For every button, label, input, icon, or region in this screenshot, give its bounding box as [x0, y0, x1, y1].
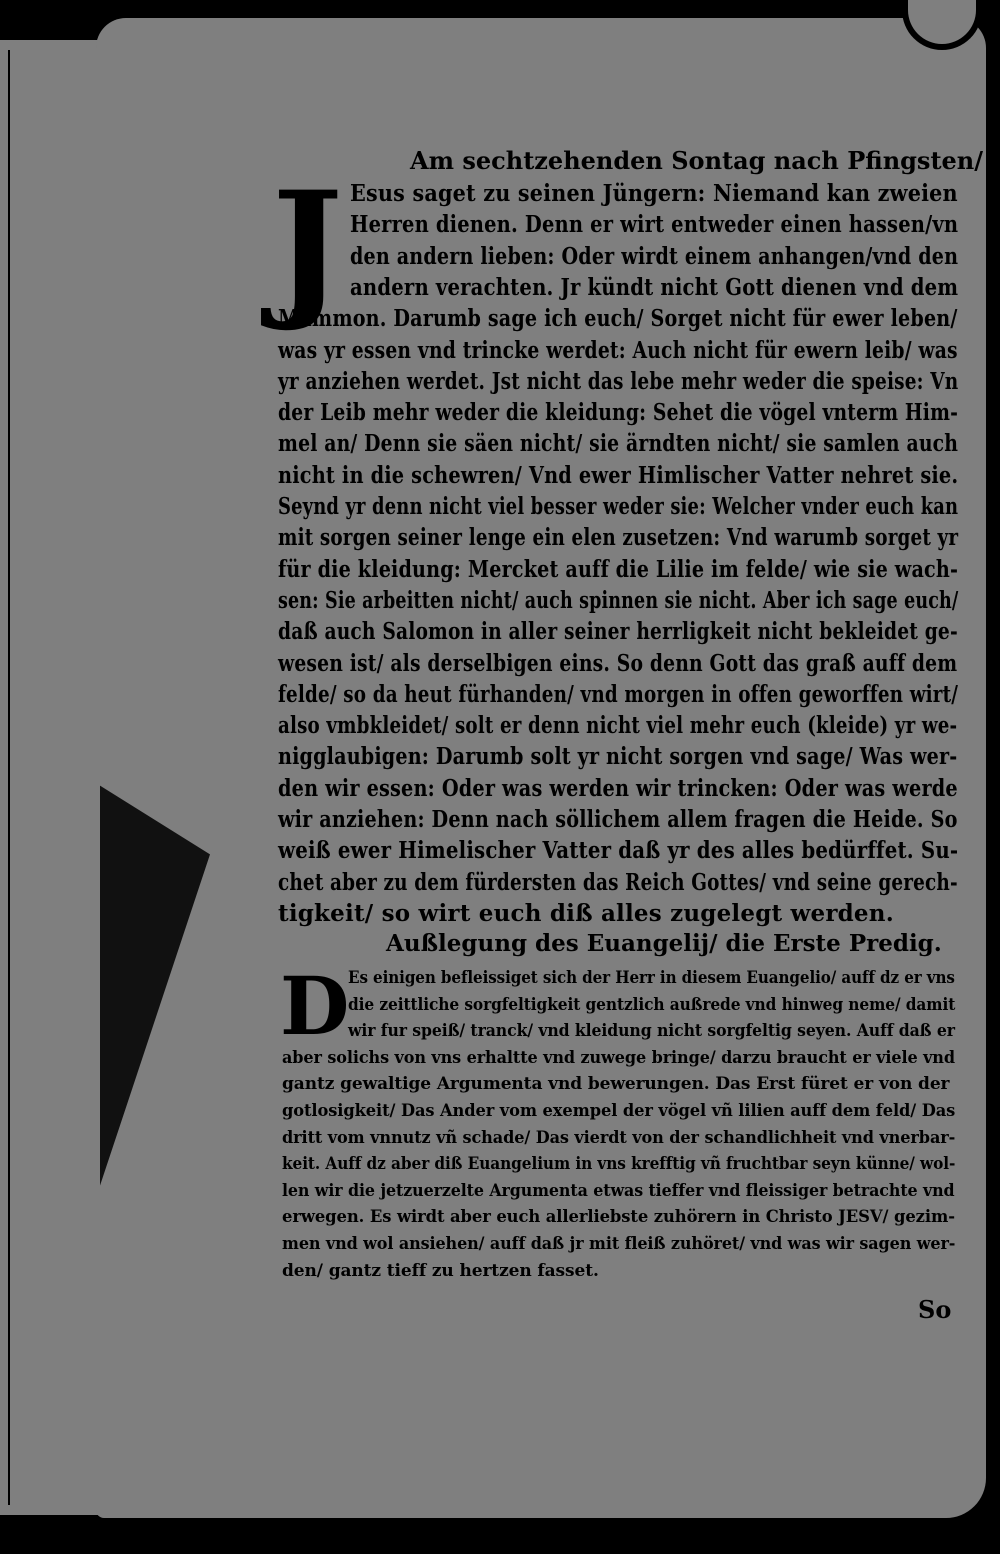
sermon-line: wir fur speiß/ tranck/ vnd kleidung nicht sorgfeltig seyen. Auff daß er	[348, 1021, 955, 1042]
sermon-line: dritt vom vnnutz vñ schade/ Das vierdt von der schandlichheit vnd vnerbar-	[282, 1127, 956, 1148]
sermon-initial: D	[280, 959, 350, 1053]
gospel-line: daß auch Salomon in aller seiner herrligkeit nicht bekleidet ge-	[278, 618, 958, 646]
gospel-line: den andern lieben: Oder wirdt einem anhangen/vnd den	[350, 242, 959, 270]
gospel-line: Mammon. Darumb sage ich euch/ Sorget nicht für ewer leben/	[278, 305, 958, 333]
gospel-line: chet aber zu dem fürdersten das Reich Gottes/ vnd seine gerech-	[278, 868, 958, 896]
gospel-line: felde/ so da heut fürhanden/ vnd morgen in offen geworffen wirt/	[278, 680, 959, 708]
ink-smear	[100, 734, 210, 1185]
decorated-initial: J	[272, 159, 343, 335]
gospel-line: mit sorgen seiner lenge ein elen zusetzen: Vnd warumb sorget yr	[278, 524, 959, 552]
gospel-line: was yr essen vnd trincke werdet: Auch nicht für ewern leib/ was	[278, 336, 958, 364]
sermon-line: erwegen. Es wirdt aber euch allerliebste zuhörern in Christo JESV/ gezim-	[282, 1207, 955, 1228]
sermon-line: Es einigen befleissiget sich der Herr in diesem Euangelio/ auff dz er vns	[348, 968, 955, 988]
gospel-line: sen: Sie arbeitten nicht/ auch spinnen sie nicht. Aber ich sage euch/	[278, 586, 959, 614]
gospel-line: tigkeit/ so wirt euch diß alles zugelegt werden.	[278, 899, 894, 927]
gospel-line: also vmbkleidet/ solt er denn nicht viel mehr euch (kleide) yr we-	[278, 712, 958, 740]
gospel-line: wesen ist/ als derselbigen eins. So denn Gott das graß auff dem	[278, 649, 958, 677]
gospel-line: Seynd yr denn nicht viel besser weder sie: Welcher vnder euch kan	[278, 493, 959, 520]
sermon-line: gotlosigkeit/ Das Ander vom exempel der vögel vñ lilien auff dem feld/ Das	[282, 1101, 956, 1121]
gospel-line: mel an/ Denn sie säen nicht/ sie ärndten nicht/ sie samlen auch	[278, 430, 959, 458]
gospel-line: nigglaubigen: Darumb solt yr nicht sorgen vnd sage/ Was wer-	[278, 743, 958, 771]
gospel-line: weiß ewer Himelischer Vatter daß yr des alles bedürffet. Su-	[278, 837, 959, 865]
gospel-line: Esus saget zu seinen Jüngern: Niemand kan zweien	[350, 180, 958, 207]
gospel-line: Herren dienen. Denn er wirt entweder einen hassen/vn	[350, 211, 959, 239]
sermon-line: aber solichs von vns erhaltte vnd zuwege bringe/ darzu braucht er viele vnd	[282, 1047, 955, 1068]
gospel-line: der Leib mehr weder die kleidung: Sehet die vögel vnterm Him-	[278, 399, 959, 427]
sermon-line: men vnd wol ansiehen/ auff daß jr mit fleiß zuhöret/ vnd was wir sagen wer-	[282, 1234, 956, 1254]
gospel-line: den wir essen: Oder was werden wir trincken: Oder was werde	[278, 774, 958, 802]
sermon-line: gantz gewaltige Argumenta vnd bewerungen. Das Erst füret er von der	[282, 1074, 950, 1095]
sermon-line: keit. Auff dz aber diß Euangelium in vns krefftig vñ fruchtbar seyn künne/ wol-	[282, 1154, 956, 1175]
section-subheading: Außlegung des Euangelij/ die Erste Predig.	[386, 930, 942, 957]
sermon-line: len wir die jetzuerzelte Argumenta etwas tieffer vnd fleissiger betrachte vnd	[282, 1180, 955, 1201]
sermon-line: den/ gantz tieff zu hertzen fasset.	[282, 1260, 599, 1281]
gospel-line: wir anziehen: Denn nach söllichem allem fragen die Heide. So	[278, 806, 958, 833]
gospel-line: für die kleidung: Mercket auff die Lilie im felde/ wie sie wach-	[278, 555, 959, 583]
page-heading: Am sechtzehenden Sontag nach Pfingsten/	[410, 146, 984, 175]
gospel-line: andern verachten. Jr kündt nicht Gott dienen vnd dem	[350, 273, 959, 301]
sermon-line: die zeittliche sorgfeltigkeit gentzlich außrede vnd hinweg neme/ damit	[348, 994, 956, 1015]
catchword: So	[918, 1295, 952, 1324]
gospel-line: yr anziehen werdet. Jst nicht das lebe mehr weder die speise: Vn	[278, 367, 959, 395]
gospel-line: nicht in die schewren/ Vnd ewer Himlischer Vatter nehret sie.	[278, 461, 959, 489]
